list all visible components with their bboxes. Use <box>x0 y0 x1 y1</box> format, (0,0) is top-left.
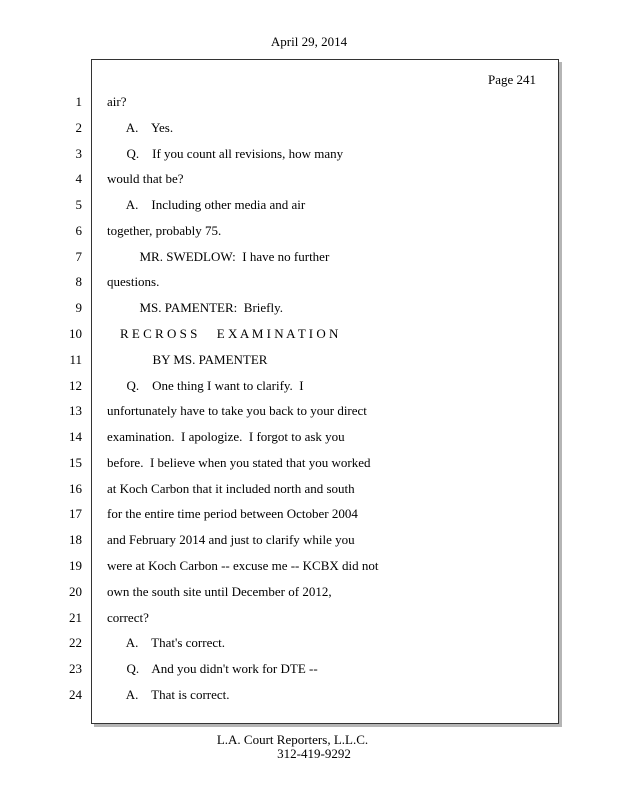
line-text: would that be? <box>107 171 184 186</box>
line-number: 9 <box>75 300 82 315</box>
footer-phone: 312-419-9292 <box>277 746 351 761</box>
line-text: examination. I apologize. I forgot to ask you <box>107 429 345 444</box>
line-text: A. That is correct. <box>107 687 230 702</box>
line-text: questions. <box>107 274 160 289</box>
line-text: A. That's correct. <box>107 635 225 650</box>
line-text: for the entire time period between October 2004 <box>107 506 358 521</box>
line-number: 8 <box>75 274 82 289</box>
line-number: 12 <box>69 378 82 393</box>
line-text: before. I believe when you stated that you worked <box>107 455 371 470</box>
line-text: Q. And you didn't work for DTE -- <box>107 661 318 676</box>
line-text: own the south site until December of 2012, <box>107 584 332 599</box>
line-number: 18 <box>69 532 82 547</box>
line-number: 16 <box>69 481 82 496</box>
line-text: MS. PAMENTER: Briefly. <box>107 300 283 315</box>
line-number: 21 <box>69 610 82 625</box>
line-text: A. Yes. <box>107 120 174 135</box>
line-number: 2 <box>75 120 82 135</box>
line-text: unfortunately have to take you back to your direct <box>107 403 367 418</box>
line-text: at Koch Carbon that it included north and south <box>107 481 355 496</box>
line-text: A. Including other media and air <box>107 197 306 212</box>
line-number: 15 <box>69 455 82 470</box>
line-text: Q. If you count all revisions, how many <box>107 146 344 161</box>
line-text: together, probably 75. <box>107 223 222 238</box>
line-text: correct? <box>107 610 149 625</box>
page-number: Page 241 <box>488 72 537 87</box>
line-text: BY MS. PAMENTER <box>107 352 268 367</box>
line-text: MR. SWEDLOW: I have no further <box>107 249 330 264</box>
line-text: were at Koch Carbon -- excuse me -- KCBX did not <box>107 558 379 573</box>
line-number: 5 <box>75 197 82 212</box>
line-number: 11 <box>69 352 82 367</box>
line-number: 23 <box>69 661 82 676</box>
line-number: 10 <box>69 326 82 341</box>
line-number: 14 <box>69 429 82 444</box>
line-number: 4 <box>75 171 82 186</box>
footer-company: L.A. Court Reporters, L.L.C. <box>216 732 369 747</box>
line-number: 3 <box>75 146 82 161</box>
line-number: 24 <box>69 687 82 702</box>
header-date: April 29, 2014 <box>270 34 348 49</box>
line-text: and February 2014 and just to clarify while you <box>107 532 355 547</box>
line-text: Q. One thing I want to clarify. I <box>107 378 304 393</box>
line-text: air? <box>107 94 127 109</box>
line-number: 17 <box>69 506 82 521</box>
line-number: 22 <box>69 635 82 650</box>
line-number: 1 <box>75 94 82 109</box>
line-text: R E C R O S S E X A M I N A T I O N <box>107 326 339 341</box>
line-number: 20 <box>69 584 82 599</box>
line-number: 7 <box>75 249 82 264</box>
line-number: 19 <box>69 558 82 573</box>
line-number: 13 <box>69 403 82 418</box>
line-number: 6 <box>75 223 82 238</box>
